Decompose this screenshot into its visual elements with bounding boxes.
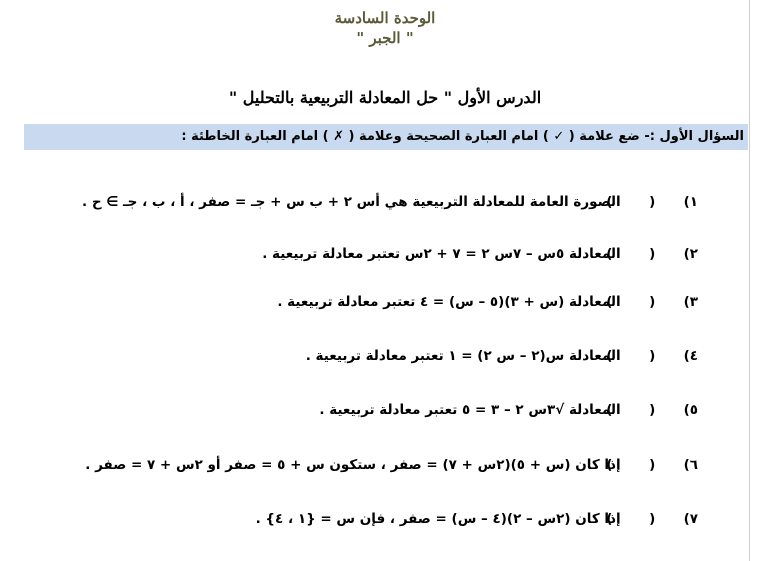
item-text: المعادلة ٥س – ٧س ٢ = ٧ + ٢س تعتبر معادلة تربيعية . [262, 246, 621, 262]
item-number: ٥) [683, 402, 698, 418]
list-item [20, 344, 698, 368]
item-text: إذا كان (س + ٥)(٢س + ٧) = صفر ، ستكون س + ٥ = صفر أو ٢س + ٧ = صفر . [85, 457, 621, 473]
item-text: المعادلة √٣س ٢ – ٣ = ٥ تعتبر معادلة تربيعية . [319, 402, 621, 418]
list-item [20, 507, 698, 531]
answer-box[interactable]: ( ) [606, 402, 672, 418]
answer-box[interactable]: ( ) [606, 246, 672, 262]
item-number: ٧) [683, 511, 698, 527]
unit-title: الوحدة السادسة [334, 9, 436, 27]
item-number: ٦) [683, 457, 698, 473]
subject-title: " الجبر " [356, 29, 414, 47]
page-border [749, 0, 750, 561]
list-item [20, 190, 698, 214]
list-item [20, 290, 698, 314]
item-text: المعادلة (س + ٣)(٥ – س) = ٤ تعتبر معادلة تربيعية . [277, 294, 621, 310]
answer-box[interactable]: ( ) [606, 194, 672, 210]
unit-header [0, 8, 770, 48]
answer-box[interactable]: ( ) [606, 511, 672, 527]
answer-box[interactable]: ( ) [606, 294, 672, 310]
answer-box[interactable]: ( ) [606, 457, 672, 473]
list-item [20, 242, 698, 266]
item-text: المعادلة س(٢ – س ٢) = ١ تعتبر معادلة تربيعية . [305, 348, 621, 364]
item-number: ٣) [683, 294, 698, 310]
item-number: ٤) [683, 348, 698, 364]
lesson-title: الدرس الأول " حل المعادلة التربيعية بالتحليل " [228, 88, 542, 107]
item-number: ٢) [683, 246, 698, 262]
question-instruction: السؤال الأول :- ضع علامة ( ✓ ) امام العبارة الصحيحة وعلامة ( ✗ ) امام العبارة الخاطئة : [24, 124, 748, 150]
list-item [20, 453, 698, 477]
list-item [20, 398, 698, 422]
item-text: إذا كان (٢س – ٢)(٤ – س) = صفر ، فإن س = {١ ، ٤} . [255, 511, 621, 527]
item-text: الصورة العامة للمعادلة التربيعية هي أس ٢ + ب س + جـ = صفر ، أ ، ب ، جـ ∋ ح . [82, 194, 621, 210]
answer-box[interactable]: ( ) [606, 348, 672, 364]
item-number: ١) [683, 194, 698, 210]
